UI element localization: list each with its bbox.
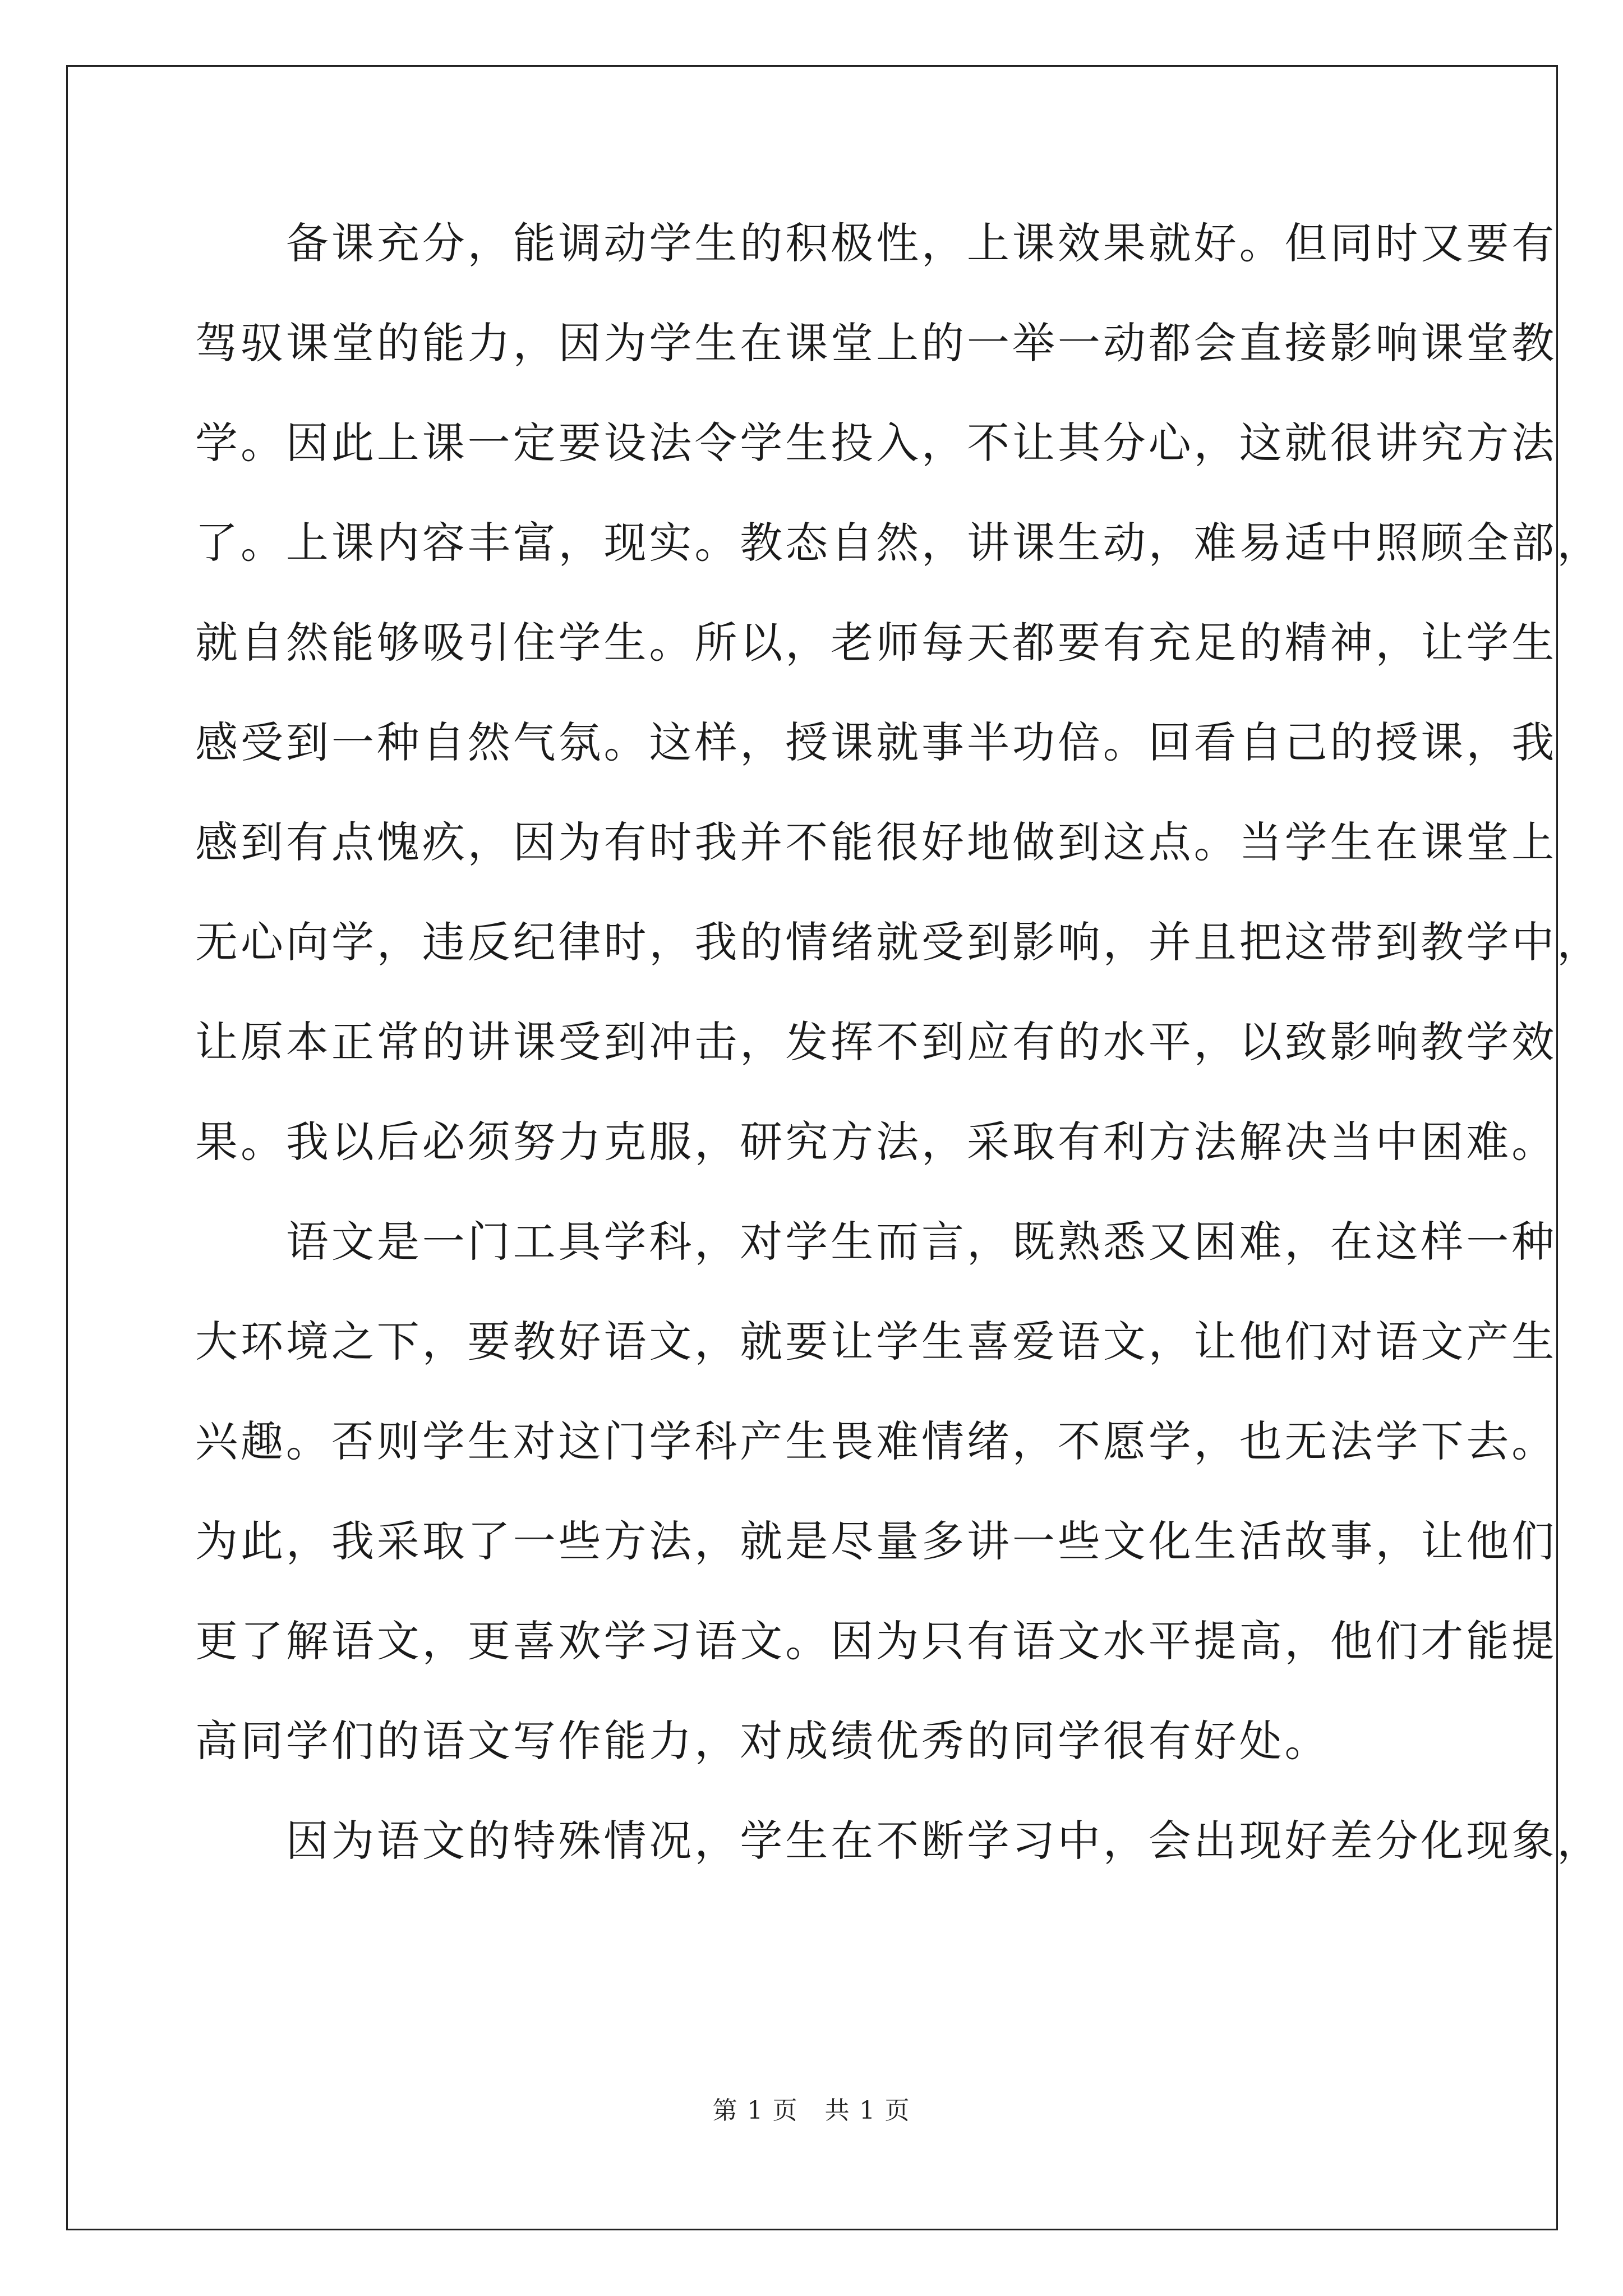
page-number-footer: 第 1 页 共 1 页: [712, 2096, 911, 2125]
text-line: 大环境之下，要教好语文，就要让学生喜爱语文，让他们对语文产生: [195, 1317, 1557, 1366]
text-line: 了。上课内容丰富，现实。教态自然，讲课生动，难易适中照顾全部，: [195, 518, 1603, 568]
text-line: 感受到一种自然气氛。这样，授课就事半功倍。回看自己的授课，我: [195, 717, 1557, 767]
text-line: 因为语文的特殊情况，学生在不断学习中，会出现好差分化现象，: [195, 1816, 1603, 1866]
text-line: 备课充分，能调动学生的积极性，上课效果就好。但同时又要有: [195, 218, 1557, 268]
text-line: 果。我以后必须努力克服，研究方法，采取有利方法解决当中困难。: [195, 1117, 1557, 1167]
text-line: 语文是一门工具学科，对学生而言，既熟悉又困难，在这样一种: [195, 1217, 1557, 1267]
text-line: 高同学们的语文写作能力，对成绩优秀的同学很有好处。: [195, 1716, 1330, 1766]
text-line: 感到有点愧疚，因为有时我并不能很好地做到这点。当学生在课堂上: [195, 817, 1557, 867]
text-line: 更了解语文，更喜欢学习语文。因为只有语文水平提高，他们才能提: [195, 1616, 1557, 1666]
text-line: 让原本正常的讲课受到冲击，发挥不到应有的水平，以致影响教学效: [195, 1017, 1557, 1067]
text-line: 学。因此上课一定要设法令学生投入，不让其分心，这就很讲究方法: [195, 418, 1557, 468]
text-line: 为此，我采取了一些方法，就是尽量多讲一些文化生活故事，让他们: [195, 1516, 1557, 1566]
document-body: [195, 194, 1603, 1891]
text-line: 无心向学，违反纪律时，我的情绪就受到影响，并且把这带到教学中，: [195, 917, 1603, 967]
text-line: 兴趣。否则学生对这门学科产生畏难情绪，不愿学，也无法学下去。: [195, 1416, 1557, 1466]
text-line: 驾驭课堂的能力，因为学生在课堂上的一举一动都会直接影响课堂教: [195, 318, 1557, 368]
text-line: 就自然能够吸引住学生。所以，老师每天都要有充足的精神，让学生: [195, 618, 1557, 668]
